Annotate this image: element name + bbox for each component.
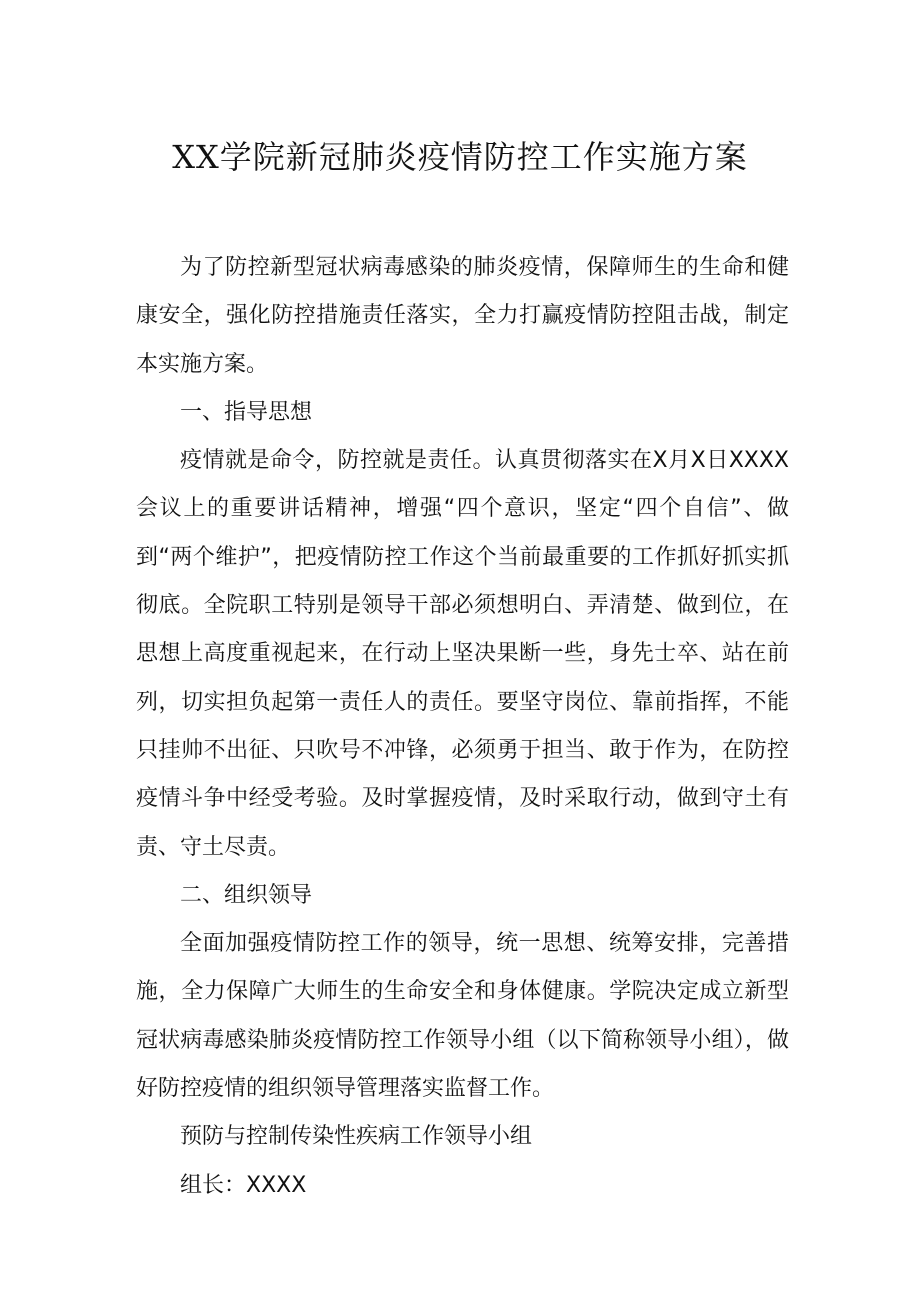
organization-leadership-paragraph: 全面加强疫情防控工作的领导，统一思想、统筹安排，完善措施，全力保障广大师生的生命安全和身体健康。学院决定成立新型冠状病毒感染肺炎疫情防控工作领导小组（以下简称领导小组），做好防控疫情的组织领导管理落实监督工作。 xyxy=(136,931,789,1102)
intro-paragraph: 为了防控新型冠状病毒感染的肺炎疫情，保障师生的生命和健康安全，强化防控措施责任落实，全力打赢疫情防控阻击战，制定本实施方案。 xyxy=(136,255,789,377)
group-leader-line: 组长：XXXX xyxy=(180,1172,307,1198)
section-heading-guiding-ideology: 一、指导思想 xyxy=(180,399,313,425)
leading-group-name: 预防与控制传染性疾病工作领导小组 xyxy=(180,1124,533,1150)
document-body xyxy=(136,244,789,1210)
guiding-ideology-paragraph: 疫情就是命令，防控就是责任。认真贯彻落实在X月X日XXXX会议上的重要讲话精神，增强“四个意识，坚定“四个自信”、做到“两个维护”，把疫情防控工作这个当前最重要的工作抓好抓实抓彻底。全院职工特别是领导干部必须想明白、弄清楚、做到位，在思想上高度重视起来，在行动上坚决果断一些，身先士卒、站在前列，切实担负起第一责任人的责任。要坚守岗位、靠前指挥，不能只挂帅不出征、只吹号不冲锋，必须勇于担当、敢于作为，在防控疫情斗争中经受考验。及时掌握疫情，及时采取行动，做到守土有责、守土尽责。 xyxy=(136,448,789,860)
document-title: XX学院新冠肺炎疫情防控工作实施方案 xyxy=(172,138,748,176)
section-heading-organization-leadership: 二、组织领导 xyxy=(180,882,313,908)
